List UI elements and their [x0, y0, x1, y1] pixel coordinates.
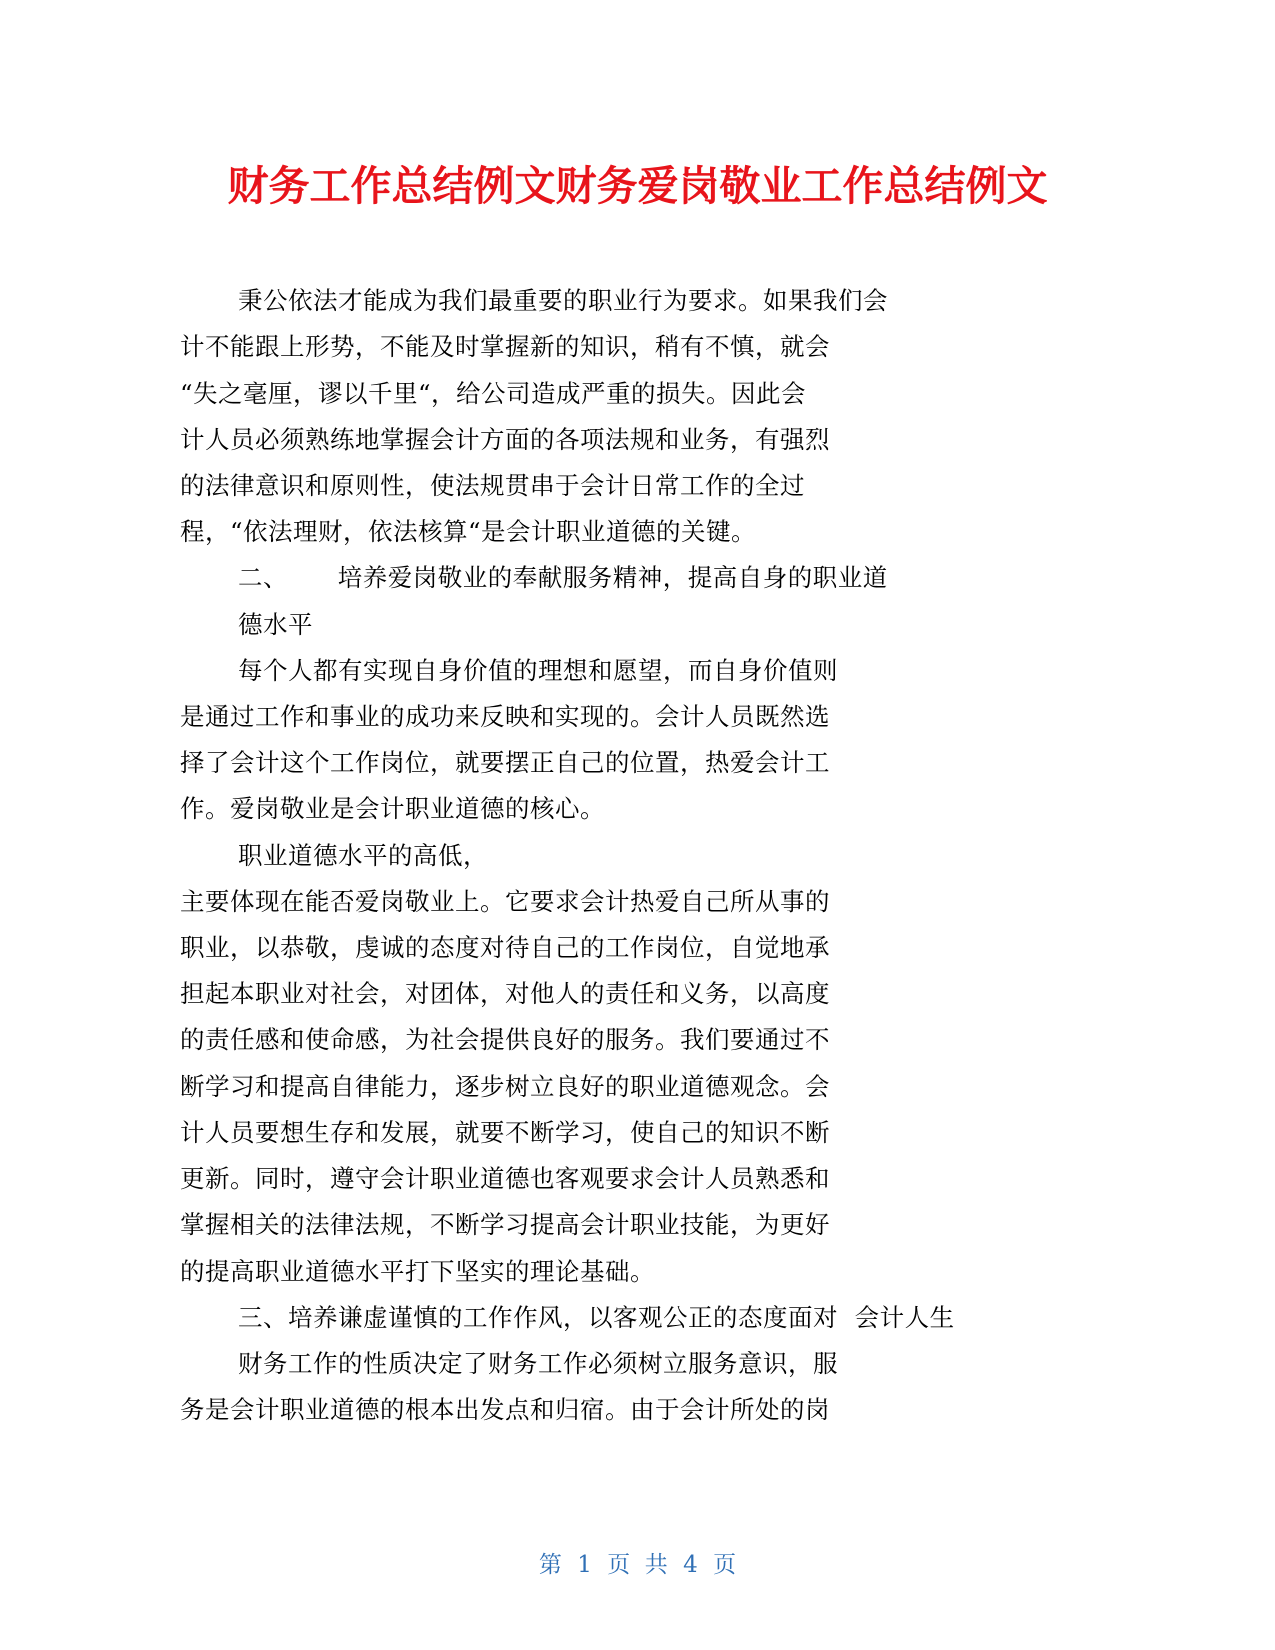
body-line-13: 职业道德水平的高低，	[238, 841, 488, 870]
section-heading-2-cont: 德水平	[238, 610, 313, 639]
body-line-12: 作。爱岗敬业是会计职业道德的核心。	[180, 794, 605, 823]
body-line-17: 的责任感和使命感，为社会提供良好的服务。我们要通过不	[180, 1025, 830, 1054]
body-line-11: 择了会计这个工作岗位，就要摆正自己的位置，热爱会计工	[180, 748, 830, 777]
body-line-2: 计不能跟上形势，不能及时掌握新的知识，稍有不慎，就会	[180, 332, 830, 361]
body-line-20: 更新。同时，遵守会计职业道德也客观要求会计人员熟悉和	[180, 1164, 830, 1193]
body-line-14: 主要体现在能否爱岗敬业上。它要求会计热爱自己所从事的	[180, 887, 830, 916]
body-line-4: 计人员必须熟练地掌握会计方面的各项法规和业务，有强烈	[180, 425, 830, 454]
body-line-21: 掌握相关的法律法规，不断学习提高会计职业技能，为更好	[180, 1210, 830, 1239]
document-title: 财务工作总结例文财务爱岗敬业工作总结例文	[227, 162, 1048, 210]
body-line-18: 断学习和提高自律能力，逐步树立良好的职业道德观念。会	[180, 1072, 830, 1101]
body-line-22: 的提高职业道德水平打下坚实的理论基础。	[180, 1257, 655, 1286]
footer-label-of: 页 共	[607, 1552, 668, 1578]
body-line-5: 的法律意识和原则性，使法规贯串于会计日常工作的全过	[180, 471, 805, 500]
body-line-15: 职业，以恭敬，虔诚的态度对待自己的工作岗位，自觉地承	[180, 933, 830, 962]
footer-label-end: 页	[713, 1552, 737, 1578]
page-footer	[0, 1550, 1275, 1580]
section-heading-2: 二、 培养爱岗敬业的奉献服务精神，提高自身的职业道	[238, 563, 888, 592]
body-line-3: “失之毫厘，谬以千里“，给公司造成严重的损失。因此会	[180, 379, 807, 408]
section-heading-3: 三、培养谦虚谨慎的工作作风，以客观公正的态度面对 会计人生	[238, 1303, 955, 1332]
body-line-16: 担起本职业对社会，对团体，对他人的责任和义务，以高度	[180, 979, 830, 1008]
footer-total-pages: 4	[683, 1552, 698, 1578]
body-line-9: 每个人都有实现自身价值的理想和愿望，而自身价值则	[238, 656, 838, 685]
footer-page-number: 1	[577, 1552, 592, 1578]
body-line-19: 计人员要想生存和发展，就要不断学习，使自己的知识不断	[180, 1118, 830, 1147]
body-line-1: 秉公依法才能成为我们最重要的职业行为要求。如果我们会	[238, 286, 888, 315]
body-line-25: 务是会计职业道德的根本出发点和归宿。由于会计所处的岗	[180, 1395, 830, 1424]
footer-label-page: 第	[538, 1552, 562, 1578]
body-line-24: 财务工作的性质决定了财务工作必须树立服务意识，服	[238, 1349, 838, 1378]
body-line-10: 是通过工作和事业的成功来反映和实现的。会计人员既然选	[180, 702, 830, 731]
body-line-6: 程，“依法理财，依法核算“是会计职业道德的关键。	[180, 517, 757, 546]
